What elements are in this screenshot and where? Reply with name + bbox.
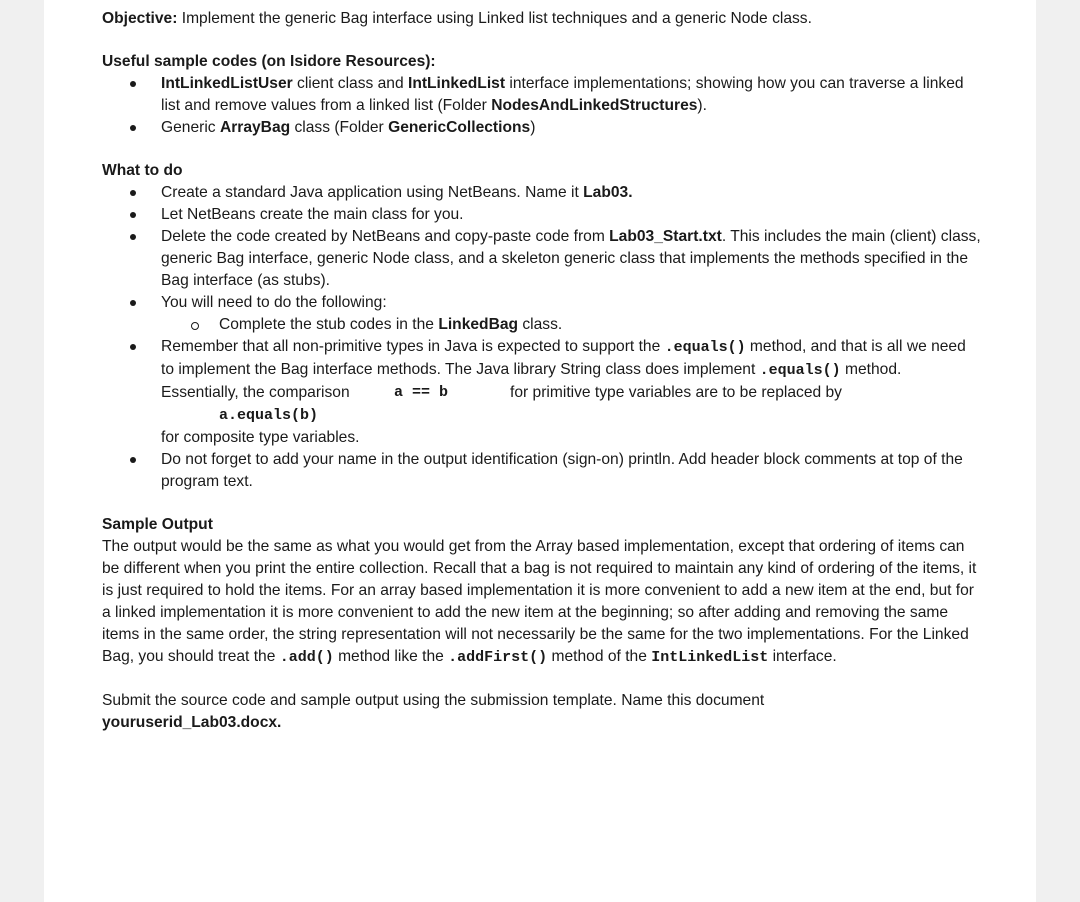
text-bold: Lab03_Start.txt <box>609 228 722 245</box>
text: Create a standard Java application using NetBeans. Name it <box>161 184 584 201</box>
code-inline: .equals() <box>759 362 841 379</box>
text-bold: Lab03. <box>583 184 633 201</box>
document-page <box>44 0 1036 902</box>
text: for primitive type variables are to be replaced by <box>510 384 842 401</box>
comparison-line <box>161 382 982 404</box>
code-inline: a == b <box>394 384 449 401</box>
text: method of the <box>547 648 652 665</box>
useful-list <box>102 73 982 139</box>
text: Essentially, the comparison <box>161 384 350 401</box>
text: You will need to do the following: <box>161 294 387 311</box>
text: client class and <box>292 75 408 92</box>
useful-heading: Useful sample codes (on Isidore Resources): <box>102 53 436 70</box>
text: class (Folder <box>290 119 389 136</box>
text-bold: NodesAndLinkedStructures <box>491 97 698 114</box>
todo-item-3 <box>102 226 982 292</box>
text: Remember that all non-primitive types in Java is expected to support the <box>161 338 665 355</box>
text: The output would be the same as what you would get from the Array based implementation, except that ordering of items can be different when you print the entire collection. Recall that a bag is not required to maintain any kind of ordering of the items, it is just required to hold the items. For an array based implementation it is more convenient to add a new item at the end, but for a linked implementation it is more convenient to add the new item at the beginning; so after adding and removing the same items in the same order, the string representation will not necessarily be the same for the two implementations. For the Linked Bag, you should treat the <box>102 538 977 665</box>
text-bold: LinkedBag <box>438 316 519 333</box>
text: Delete the code created by NetBeans and copy-paste code from <box>161 228 610 245</box>
objective-paragraph <box>102 8 982 30</box>
text: interface implementations; showing how you can traverse a linked list and remove values from a linked list (Folder <box>161 75 964 114</box>
todo-item-2: Let NetBeans create the main class for you. <box>102 204 982 226</box>
text-bold: ArrayBag <box>219 119 291 136</box>
submit-text: Submit the source code and sample output using the submission template. Name this document <box>102 692 765 709</box>
todo-item-4 <box>102 292 982 336</box>
text: . This includes the main (client) class, generic Bag interface, generic Node class, and a skeleton generic class that implements the methods specified in the Bag interface (as stubs). <box>161 228 981 289</box>
text: method like the <box>333 648 449 665</box>
text: method, and that is all we need to implement the Bag interface methods. The Java library String class does implement <box>161 338 966 378</box>
code-inline: IntLinkedList <box>651 649 769 666</box>
text: for composite type variables. <box>161 429 360 446</box>
useful-item-1 <box>102 73 982 117</box>
document-body <box>102 8 982 734</box>
objective-label: Objective: <box>102 10 178 27</box>
todo-subitem-1 <box>161 314 982 336</box>
text: method. <box>840 361 902 378</box>
text: ). <box>697 97 707 114</box>
code-inline: a.equals(b) <box>219 407 319 424</box>
todo-heading: What to do <box>102 162 183 179</box>
code-inline: .add() <box>279 649 334 666</box>
text-bold: IntLinkedListUser <box>161 75 293 92</box>
code-inline: .equals() <box>664 339 746 356</box>
todo-item-5 <box>102 336 982 449</box>
text: interface. <box>768 648 837 665</box>
objective-text: Implement the generic Bag interface using Linked list techniques and a generic Node class. <box>177 10 812 27</box>
text-bold: IntLinkedList <box>407 75 506 92</box>
code-inline: .addFirst() <box>448 649 548 666</box>
sample-heading: Sample Output <box>102 516 213 533</box>
todo-item-6: Do not forget to add your name in the output identification (sign-on) println. Add header block comments at top of the program text. <box>102 449 982 493</box>
text-bold: GenericCollections <box>388 119 531 136</box>
text: Complete the stub codes in the <box>219 316 439 333</box>
todo-list <box>102 182 982 493</box>
text: Generic <box>161 119 220 136</box>
text: ) <box>530 119 536 136</box>
useful-item-2 <box>102 117 982 139</box>
sample-paragraph <box>102 536 982 669</box>
text: class. <box>518 316 563 333</box>
todo-item-1 <box>102 182 982 204</box>
submit-filename: youruserid_Lab03.docx. <box>102 714 282 731</box>
todo-sublist <box>161 314 982 336</box>
